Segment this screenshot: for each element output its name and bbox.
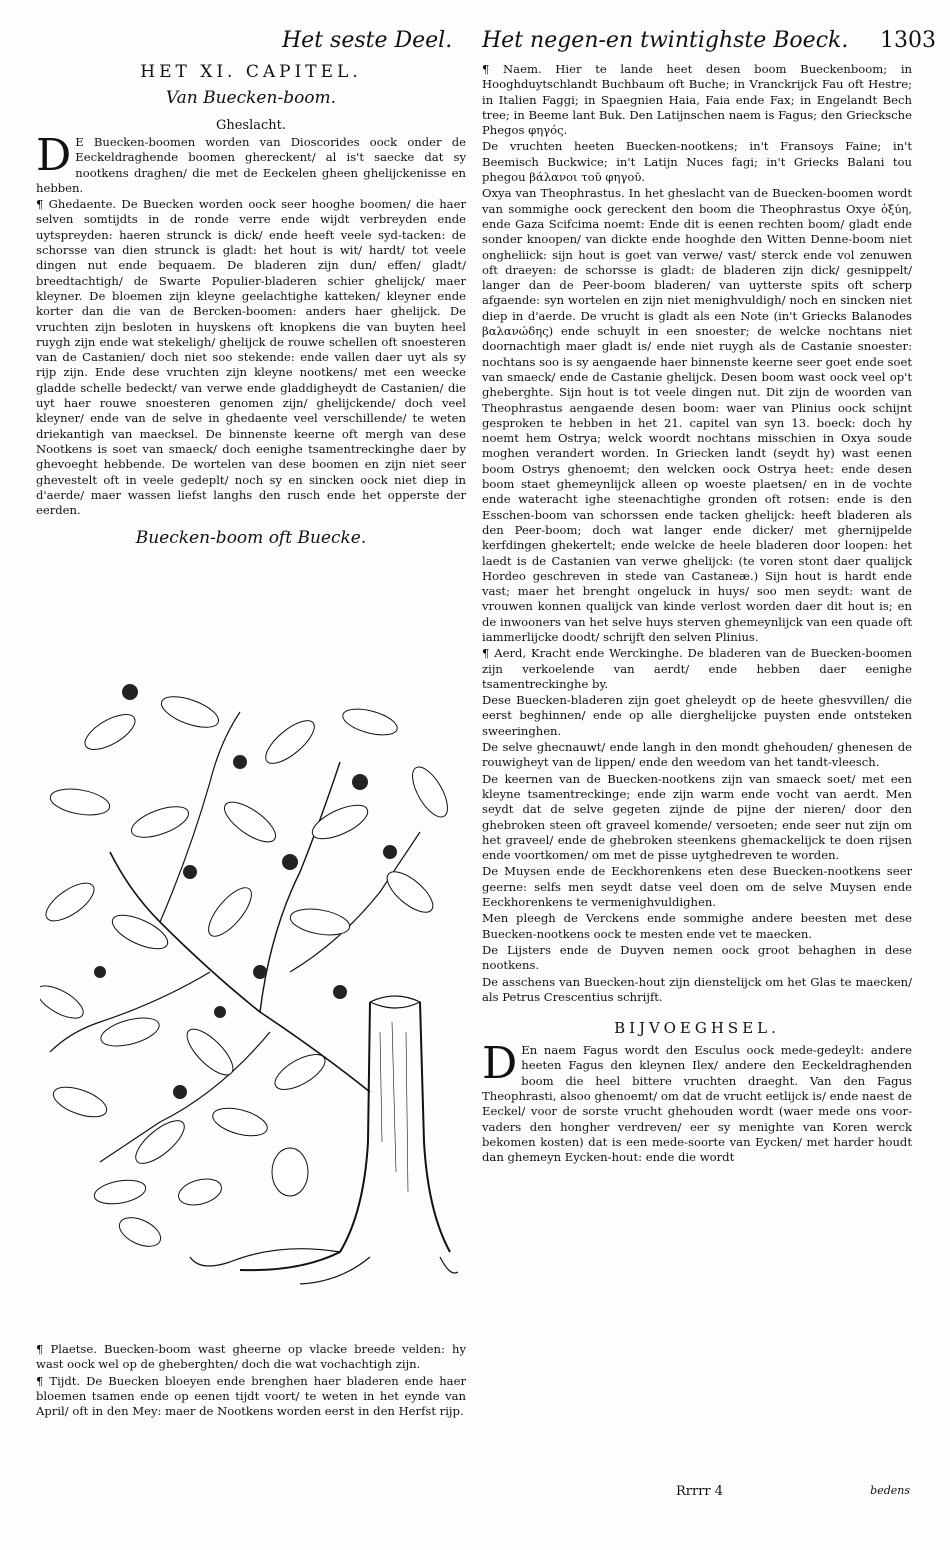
drop-cap: D (36, 130, 72, 181)
paragraph-verckens: Men pleegh de Verckens ende sommighe andere beesten met dese Buecken-nootkens oock te mesten ende vet te maecken. (482, 911, 912, 941)
chapter-title: Van Buecken-boom. (165, 88, 337, 108)
drop-cap: D (482, 1038, 518, 1090)
paragraph-vruchten: De vruchten heeten Buecken-nootkens; in't Fransoys Faine; in't Beemisch Buckwice; in't Latijn Nuces fagi; in't Griecks Balani tou phegou βάλανοι τοῦ φηγοῦ. (482, 139, 912, 185)
beech-tree-woodcut (40, 672, 460, 1292)
paragraph-text: E Buecken-boomen worden van Dioscorides oock onder de Eeckeldraghende boomen ghereckent/ al is't saecke dat sy nootkens draghen/ die met de Eeckelen gheen ghelijckenisse en hebben. (36, 135, 466, 195)
page-number: 1303 (880, 28, 936, 53)
bijvoeghsel-paragraph (482, 1038, 912, 1165)
bijvoeghsel-text: En naem Fagus wordt den Esculus oock mede-gedeylt: andere heeten Fagus den kleynen Ilex/ andere den Eeckeldraghenden boom die heel bittere vruchten draeght. Van den Fagus Theophrasti, alsoo ghenoemt/ om dat de vrucht eetlijck is/ ende naest de Eeckel/ voor de sorste vrucht ghehouden wordt (waer mede ons voor-vaders den hongher verdreven/ eer sy menighte van Koren werck bekomen kosten) dat is een mede-soorte van Eycken/ met harder houdt dan ghemeyn Eycken-hout: ende die wordt (482, 1043, 912, 1165)
section-heading: Gheslacht. (215, 118, 287, 133)
signature-mark: Rrrrr 4 (676, 1484, 724, 1499)
figure-caption: Buecken-boom oft Buecke. (135, 528, 367, 549)
left-column-bottom (36, 1342, 466, 1419)
paragraph-muysen: De Muysen ende de Eeckhorenkens eten dese Buecken-nootkens seer geerne: selfs men seydt datse veel doen om de selve Muysen ende Eeckhorenkens te vermenighvuldighen. (482, 864, 912, 910)
paragraph-naem: ¶ Naem. Hier te lande heet desen boom Bueckenboom; in Hooghduytschlandt Buchbaum oft Buche; in Vranckrijck Fau oft Hestre; in Italien Faggi; in Spaegnien Haia, Faia ende Fax; in Engelandt Bech tree; in Beeme lant Buk. Den Latijnschen naem is Fagus; den Griecksche Phegos φηγός. (482, 62, 912, 138)
bijvoeghsel-heading: BIJVOEGHSEL. (614, 1019, 780, 1038)
left-column (36, 62, 466, 552)
paragraph-bladeren: Dese Buecken-bladeren zijn goet gheleydt op de heete ghesvvillen/ die eerst beghinnen/ ende op alle dierghelijcke puysten ende ontsteken sweeringhen. (482, 693, 912, 738)
paragraph-ghedaente: ¶ Ghedaente. De Buecken worden oock seer hooghe boomen/ die haer selven somtijdts in de ronde verre ende wijdt verbreyden ende uytspreyden: haeren strunck is dick/ ende heeft veele syd-tacken: de schorsse van dien strunck is gladt: het hout is wit/ hardt/ tot veele dingen nut ende bequaem. De bladeren zijn dun/ effen/ gladt/ breedtachtigh/ de Swarte Populier-bladeren schier ghelijck/ maer kleyner. De bloemen zijn kleyne geelachtighe katteken/ kleyner ende korter dan die van de Bercken-boomen: anders haer ghelijck. De vruchten zijn besloten in huyskens oft knopkens die van buyten heel ruygh zijn ende wat stekeligh/ ghelijck de rouwe schellen oft snoesteren van de Castanien/ doch niet soo stekende: ende vallen daer uyt als sy rijp zijn. Ende dese vruchten zijn kleyne nootkens/ met een weecke gladde schelle bedeckt/ van verwe ende gladdigheydt de Castanien/ die uyt haer rouwe snoesteren genomen zijn/ ghelijckende/ doch veel kleyner/ ende van de selve in ghedaente veel verschillende/ te weten driekantigh van maecksel. De binnenste keerne oft mergh van dese Nootkens is soet van smaeck/ doch eenighe tsamentreckinghe daer by ghevoeght hebbende. De wortelen van dese boomen en zijn niet seer ghevestelt oft in veele gedeplt/ noch sy en sincken oock niet diep in d'aerde/ maer wassen liefst langhs den rusch ende het opperste der eerden. (36, 197, 466, 518)
paragraph-keernen: De keernen van de Buecken-nootkens zijn van smaeck soet/ met een kleyne tsamentreckinge; ende zijn warm ende vocht van aerdt. Men seydt dat de selve gegeten zijnde de pijne der nieren/ door den ghebroken steen oft graveel komende/ versoeten; ende seer nut zijn om het graveel/ ende de ghebroken steenkens ghemackelijck te doen rijsen ende voortkomen/ om met de pisse uytghedreven te worden. (482, 771, 912, 863)
right-column (482, 62, 912, 1165)
paragraph-lijsters: De Lijsters ende de Duyven nemen oock groot behaghen in dese nootkens. (482, 942, 912, 973)
chapter-heading: HET XI. CAPITEL. (140, 62, 362, 82)
paragraph-aerd: ¶ Aerd, Kracht ende Werckinghe. De bladeren van de Buecken-boomen zijn verkoelende van aerdt/ ende hebben daer eenighe tsamentreckinghe by. (482, 646, 912, 691)
paragraph-asschen: De asschens van Buecken-hout zijn dienstelijck om het Glas te maecken/ als Petrus Crescentius schrijft. (482, 974, 912, 1004)
paragraph-plaetse: ¶ Plaetse. Buecken-boom wast gheerne op vlacke breede velden: hy wast oock wel op de gheberghten/ doch die wat vochachtigh zijn. (36, 1342, 466, 1372)
paragraph-oxya: Oxya van Theophrastus. In het gheslacht van de Buecken-boomen wordt van sommighe oock gereckent den boom die Theophrastus Oxye ὀξύη, ende Gaza Scifcima noemt: Ende dit is eenen rechten boom/ gladt ende sonder knoopen/ van dickte ende hooghde den Witten Denne-boom niet ongheliick: sijn hout is goet van verwe/ vast/ sterck ende vol zenuwen oft draeyen: de schorsse is gladt: de bladeren zijn dick/ gesnippelt/ langer dan de Peer-boom bladeren/ van uytterste spits oft scherp afgaende: syn wortelen en zijn niet menighvuldigh/ noch en sincken niet diep in d'aerde. De vrucht is gladt als een Note (in't Griecks Balanodes βαλανώδης) ende schuylt in een snoester; de welcke nochtans niet doornachtigh maer gladt is/ ende niet ruygh als de Castanie snoester: nochtans soo is sy aengaende haer binnenste keerne seer goet ende soet van smaeck/ ende de Castanie ghelijck. Desen boom wast oock veel op't gheberghte. Sijn hout is tot veele dingen nut. Dit zijn de woorden van Theophrastus aengaende desen boom: waer van Plinius oock schijnt gesproken te hebben in het 21. capitel van syn 13. boeck: doch hy noemt hem Ostrya; welck woordt nochtans misschien in Oxya soude moghen verandert worden. In Griecken landt (seydt hy) wast eenen boom Ostrys ghenoemt; den welcken oock Ostrya heet: ende desen boom staet ghemeynlijck alleen op woeste plaetsen/ en in de vochte ende wateracht ighe steenachtighe gronden oft rotsen: ende is den Esschen-boom van schorssen ende tacken ghelijck: heeft bladeren als den Peer-boom; doch wat langer ende dicker/ met ghernijpelde kerfdingen ghekertelt; ende welcke de heele bladeren door loopen: het laedt is de Castanien van verwe ghelijck: (te voren stont daer qualijck Hordeo geschreven in stede van Castaneæ.) Sijn hout is hardt ende vast; maer het brenght ongeluck in huys/ soo men seydt: want de vrouwen konnen qualijck van kinde verlost worden daer dit hout is; en de inwooners van het selve huys sterven ghemeynlijck van een quade oft iammerlijcke doodt/ schrijft den selven Plinius. (482, 186, 912, 644)
catchword: bedens (870, 1484, 910, 1497)
paragraph-gheslacht (36, 130, 466, 196)
beech-tree-illustration (40, 672, 460, 1292)
running-header-left: Het seste Deel. (282, 28, 453, 53)
running-header-right: Het negen-en twintighste Boeck. (482, 28, 849, 53)
paragraph-ghecnauwt: De selve ghecnauwt/ ende langh in den mondt ghehouden/ ghenesen de rouwigheyt van de lippen/ ende den weedom van het tandt-vleesch. (482, 740, 912, 770)
paragraph-tijdt: ¶ Tijdt. De Buecken bloeyen ende brenghen haer bladeren ende haer bloemen tsamen ende op eenen tijdt voort/ te weten in het eynde van April/ oft in den Mey: maer de Nootkens worden eerst in den Herfst rijp. (36, 1373, 466, 1419)
